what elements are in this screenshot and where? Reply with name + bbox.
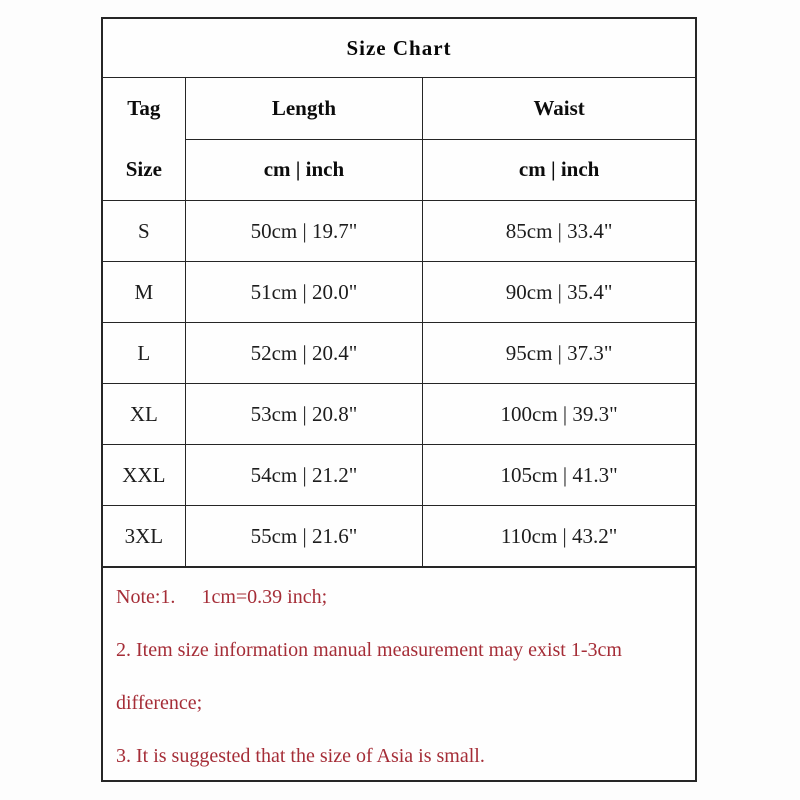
note-line-2: 2. Item size information manual measurement may exist 1-3cm difference; — [116, 639, 622, 714]
tag-size-header-cell — [102, 78, 185, 201]
table-row-l — [102, 323, 696, 384]
note1-text: 1cm=0.39 inch; — [201, 586, 328, 608]
size-cell: S — [102, 201, 185, 262]
table-row-xl — [102, 384, 696, 445]
length-cell: 55cm | 21.6" — [185, 506, 423, 568]
note-line-1 — [116, 571, 682, 624]
table-row-m — [102, 262, 696, 323]
size-cell: 3XL — [102, 506, 185, 568]
tag-header-line1: Tag — [127, 96, 161, 120]
tag-header-line2: Size — [125, 157, 162, 181]
length-cell: 54cm | 21.2" — [185, 445, 423, 506]
table-row-xxl — [102, 445, 696, 506]
size-cell: XL — [102, 384, 185, 445]
size-chart-table — [101, 17, 697, 568]
size-cell: M — [102, 262, 185, 323]
header-row-labels — [102, 78, 696, 140]
size-chart-container — [101, 17, 697, 782]
length-cell: 50cm | 19.7" — [185, 201, 423, 262]
column-header-length: Length — [185, 78, 423, 140]
page-title: Size Chart — [102, 18, 696, 78]
unit-header-waist: cm | inch — [423, 139, 696, 201]
title-row — [102, 18, 696, 78]
length-cell: 53cm | 20.8" — [185, 384, 423, 445]
unit-header-length: cm | inch — [185, 139, 423, 201]
waist-cell: 95cm | 37.3" — [423, 323, 696, 384]
waist-cell: 85cm | 33.4" — [423, 201, 696, 262]
length-cell: 51cm | 20.0" — [185, 262, 423, 323]
notes-section — [101, 566, 697, 782]
note-line-3: 3. It is suggested that the size of Asia is small. — [116, 745, 485, 767]
size-cell: L — [102, 323, 185, 384]
length-cell: 52cm | 20.4" — [185, 323, 423, 384]
table-row-s — [102, 201, 696, 262]
table-row-3xl — [102, 506, 696, 568]
waist-cell: 110cm | 43.2" — [423, 506, 696, 568]
column-header-waist: Waist — [423, 78, 696, 140]
waist-cell: 100cm | 39.3" — [423, 384, 696, 445]
size-cell: XXL — [102, 445, 185, 506]
waist-cell: 105cm | 41.3" — [423, 445, 696, 506]
waist-cell: 90cm | 35.4" — [423, 262, 696, 323]
note1-prefix: Note:1. — [116, 586, 176, 608]
header-row-units — [102, 139, 696, 201]
